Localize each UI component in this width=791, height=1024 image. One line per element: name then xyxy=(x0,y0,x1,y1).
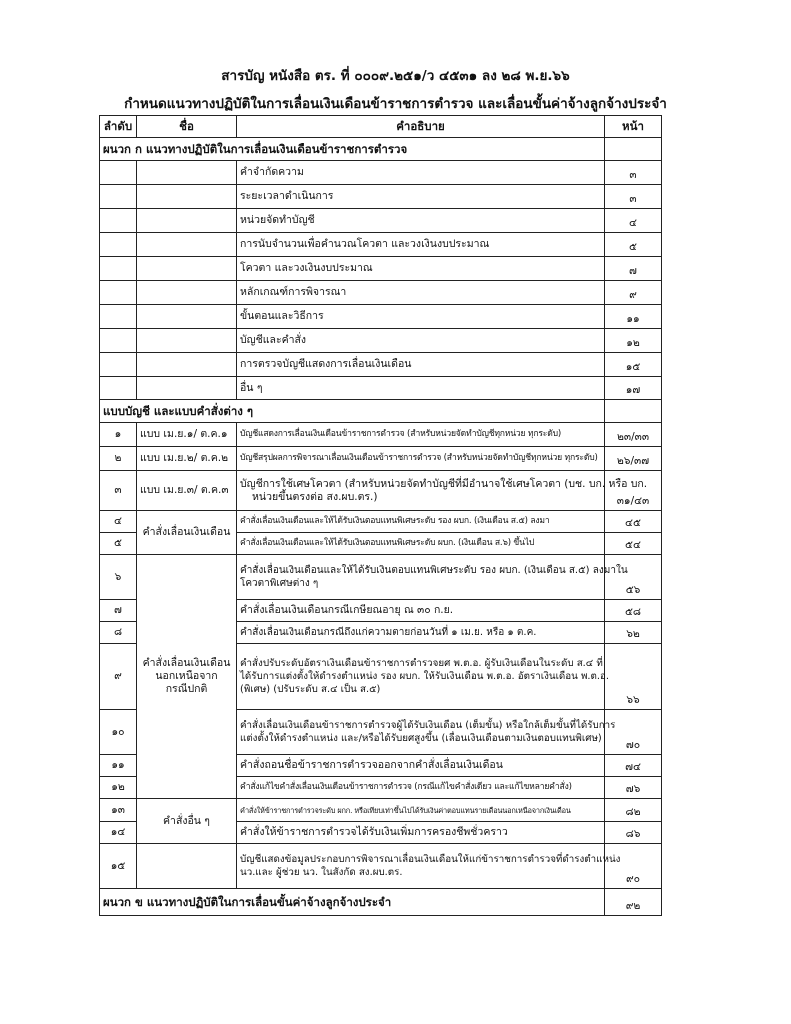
row-desc: คำสั่งให้ข้าราชการตำรวจได้รับเงินเพิ่มการครองชีพชั่วคราว xyxy=(237,822,605,844)
table-of-contents xyxy=(99,115,662,916)
row-desc: การตรวจบัญชีแสดงการเลื่อนเงินเดือน xyxy=(237,353,605,377)
row-desc: บัญชีแสดงการเลื่อนเงินเดือนข้าราชการตำรวจ (สำหรับหน่วยจัดทำบัญชีทุกหน่วย ทุกระดับ) xyxy=(237,423,605,447)
group-name: คำสั่งอื่น ๆ xyxy=(137,799,237,844)
table-row xyxy=(100,555,662,600)
row-desc: หน่วยจัดทำบัญชี xyxy=(237,209,605,233)
row-desc-line: โควตาพิเศษต่าง ๆ xyxy=(240,578,319,589)
row-page: ๕๖ xyxy=(605,555,662,600)
row-desc: อื่น ๆ xyxy=(237,377,605,400)
document-title: สารบัญ หนังสือ ตร. ที่ ๐๐๐๙.๒๕๑/ว ๔๕๓๑ ลง ๒๘ พ.ย.๖๖ xyxy=(221,68,570,84)
row-no: ๑๑ xyxy=(100,755,137,777)
table-row xyxy=(100,305,662,329)
table-row xyxy=(100,447,662,471)
header-page: หน้า xyxy=(605,116,662,138)
row-desc xyxy=(237,844,621,889)
row-page: ๓ xyxy=(605,185,662,209)
row-name: แบบ เม.ย.๒/ ต.ค.๒ xyxy=(137,447,237,471)
row-no: ๙ xyxy=(100,644,137,710)
row-page: ๘๖ xyxy=(605,822,662,844)
table-row xyxy=(100,329,662,353)
row-no: ๑๕ xyxy=(100,844,137,889)
row-desc-line: (พิเศษ) (ปรับระดับ ส.๔ เป็น ส.๕) xyxy=(240,684,381,695)
row-desc: คำสั่งเลื่อนเงินเดือนกรณีเกษียณอายุ ณ ๓๐ ก.ย. xyxy=(237,600,605,622)
row-desc: คำจำกัดความ xyxy=(237,161,605,185)
row-page: ๗ xyxy=(605,257,662,281)
table-header-row xyxy=(100,116,662,138)
table-row xyxy=(100,209,662,233)
section-row xyxy=(100,400,662,423)
header-desc: คำอธิบาย xyxy=(237,116,605,138)
row-no: ๓ xyxy=(100,471,137,511)
row-desc xyxy=(237,555,628,600)
row-desc-line: นว.และ ผู้ช่วย นว. ในสังกัด สง.ผบ.ตร. xyxy=(240,867,403,878)
row-no: ๑ xyxy=(100,423,137,447)
row-name: แบบ เม.ย.๑/ ต.ค.๑ xyxy=(137,423,237,447)
row-page: ๑๕ xyxy=(605,353,662,377)
table-row xyxy=(100,353,662,377)
row-page: ๙ xyxy=(605,281,662,305)
row-desc: หลักเกณฑ์การพิจารณา xyxy=(237,281,605,305)
header-no: ลำดับ xyxy=(100,116,137,138)
section-forms-title: แบบบัญชี และแบบคำสั่งต่าง ๆ xyxy=(100,400,605,423)
row-no: ๘ xyxy=(100,622,137,644)
row-page: ๗๖ xyxy=(605,777,662,799)
row-page: ๖๒ xyxy=(605,622,662,644)
row-page: ๑๗ xyxy=(605,377,662,400)
table-row xyxy=(100,257,662,281)
row-desc: ระยะเวลาดำเนินการ xyxy=(237,185,605,209)
group-name-line: คำสั่งเลื่อนเงินเดือน xyxy=(142,657,231,669)
row-page: ๒๓/๓๓ xyxy=(605,423,662,447)
group-name: คำสั่งเลื่อนเงินเดือน xyxy=(137,511,237,555)
row-no: ๒ xyxy=(100,447,137,471)
section-a-title: ผนวก ก แนวทางปฏิบัติในการเลื่อนเงินเดือนข้าราชการตำรวจ xyxy=(100,138,605,161)
section-b-title: ผนวก ข แนวทางปฏิบัติในการเลื่อนขั้นค่าจ้างลูกจ้างประจำ xyxy=(100,889,605,916)
row-desc: การนับจำนวนเพื่อคำนวณโควตา และวงเงินงบประมาณ xyxy=(237,233,605,257)
row-desc: คำสั่งให้ข้าราชการตำรวจระดับ ผกก. หรือเทียบเท่าขึ้นไปได้รับเงินค่าตอบแทนรายเดือนนอกเหนือจากเงินเดือน xyxy=(237,799,605,822)
row-page: ๘๒ xyxy=(605,799,662,822)
row-page: ๔ xyxy=(605,209,662,233)
table-row xyxy=(100,511,662,533)
row-desc-line: ได้รับการแต่งตั้งให้ดำรงตำแหน่ง รอง ผบก. ให้รับเงินเดือน พ.ต.อ. อัตราเงินเดือน พ.ต.อ. xyxy=(240,671,610,682)
table-row xyxy=(100,423,662,447)
row-desc-line: คำสั่งเลื่อนเงินเดือนและให้ได้รับเงินตอบแทนพิเศษระดับ รอง ผบก. (เงินเดือน ส.๕) ลงมาใน xyxy=(240,565,628,576)
row-no: ๑๐ xyxy=(100,710,137,755)
row-desc: โควตา และวงเงินงบประมาณ xyxy=(237,257,605,281)
row-desc xyxy=(237,644,610,710)
row-no: ๑๓ xyxy=(100,799,137,822)
row-page: ๗๐ xyxy=(605,710,662,755)
row-page: ๙๐ xyxy=(605,844,662,889)
row-desc xyxy=(237,710,616,755)
table-row xyxy=(100,233,662,257)
row-page: ๗๔ xyxy=(605,755,662,777)
row-no: ๕ xyxy=(100,533,137,555)
row-page: ๓๑/๔๓ xyxy=(605,471,662,511)
group-name-line: นอกเหนือจาก xyxy=(155,670,218,682)
group-name xyxy=(137,555,237,799)
row-page: ๑๑ xyxy=(605,305,662,329)
table-row xyxy=(100,471,662,511)
row-no: ๑๔ xyxy=(100,822,137,844)
row-page: ๕ xyxy=(605,233,662,257)
row-desc: คำสั่งแก้ไขคำสั่งเลื่อนเงินเดือนข้าราชการตำรวจ (กรณีแก้ไขคำสั่งเดียว และแก้ไขหลายคำสั่ง) xyxy=(237,777,605,799)
table-row xyxy=(100,161,662,185)
row-desc-line: หน่วยขึ้นตรงต่อ สง.ผบ.ตร.) xyxy=(252,490,378,503)
section-row xyxy=(100,889,662,916)
row-desc-line: แต่งตั้งให้ดำรงตำแหน่ง และ/หรือได้รับยศสูงขึ้น (เลื่อนเงินเดือนตามเงินตอบแทนพิเศษ) xyxy=(240,733,602,744)
section-a-page xyxy=(605,138,662,161)
section-row xyxy=(100,138,662,161)
row-page: ๔๕ xyxy=(605,511,662,533)
row-desc-line: บัญชีแสดงข้อมูลประกอบการพิจารณาเลื่อนเงินเดือนให้แก่ข้าราชการตำรวจที่ดำรงตำแหน่ง xyxy=(240,854,621,865)
row-page: ๕๘ xyxy=(605,600,662,622)
row-page: ๓ xyxy=(605,161,662,185)
table-row xyxy=(100,799,662,822)
row-page: ๕๔ xyxy=(605,533,662,555)
row-name: แบบ เม.ย.๓/ ต.ค.๓ xyxy=(137,471,237,511)
document-subtitle: กำหนดแนวทางปฏิบัติในการเลื่อนเงินเดือนข้าราชการตำรวจ และเลื่อนขั้นค่าจ้างลูกจ้างประจำ xyxy=(124,96,667,112)
row-desc: คำสั่งเลื่อนเงินเดือนและให้ได้รับเงินตอบแทนพิเศษระดับ รอง ผบก. (เงินเดือน ส.๕) ลงมา xyxy=(237,511,605,533)
row-desc: คำสั่งถอนชื่อข้าราชการตำรวจออกจากคำสั่งเลื่อนเงินเดือน xyxy=(237,755,605,777)
section-b-page: ๙๒ xyxy=(605,889,662,916)
row-no: ๗ xyxy=(100,600,137,622)
row-page: ๑๒ xyxy=(605,329,662,353)
table-row xyxy=(100,377,662,400)
row-desc: คำสั่งเลื่อนเงินเดือนและให้ได้รับเงินตอบแทนพิเศษระดับ ผบก. (เงินเดือน ส.๖) ขึ้นไป xyxy=(237,533,605,555)
row-no: ๔ xyxy=(100,511,137,533)
row-no: ๖ xyxy=(100,555,137,600)
row-desc-line: คำสั่งปรับระดับอัตราเงินเดือนข้าราชการตำรวจยศ พ.ต.อ. ผู้รับเงินเดือนในระดับ ส.๔ ที่ xyxy=(240,658,603,669)
table-row xyxy=(100,844,662,889)
table-row xyxy=(100,185,662,209)
row-desc: คำสั่งเลื่อนเงินเดือนกรณีถึงแก่ความตายก่อนวันที่ ๑ เม.ย. หรือ ๑ ต.ค. xyxy=(237,622,605,644)
row-no: ๑๒ xyxy=(100,777,137,799)
header-name: ชื่อ xyxy=(137,116,237,138)
row-page: ๖๖ xyxy=(605,644,662,710)
row-desc: บัญชีสรุปผลการพิจารณาเลื่อนเงินเดือนข้าราชการตำรวจ (สำหรับหน่วยจัดทำบัญชีทุกหน่วย ทุกระดับ) xyxy=(237,447,605,471)
row-desc: ขั้นตอนและวิธีการ xyxy=(237,305,605,329)
row-desc-line: บัญชีการใช้เศษโควตา (สำหรับหน่วยจัดทำบัญชีที่มีอำนาจใช้เศษโควตา (บช. บก. หรือ บก. xyxy=(240,477,648,490)
row-desc: บัญชีและคำสั่ง xyxy=(237,329,605,353)
table-row xyxy=(100,281,662,305)
row-page: ๒๖/๓๗ xyxy=(605,447,662,471)
group-name-line: กรณีปกติ xyxy=(165,683,208,695)
row-desc-line: คำสั่งเลื่อนเงินเดือนข้าราชการตำรวจผู้ได้รับเงินเดือน (เต็มขั้น) หรือใกล้เต็มขั้นที่ได้รับการ xyxy=(240,720,616,731)
